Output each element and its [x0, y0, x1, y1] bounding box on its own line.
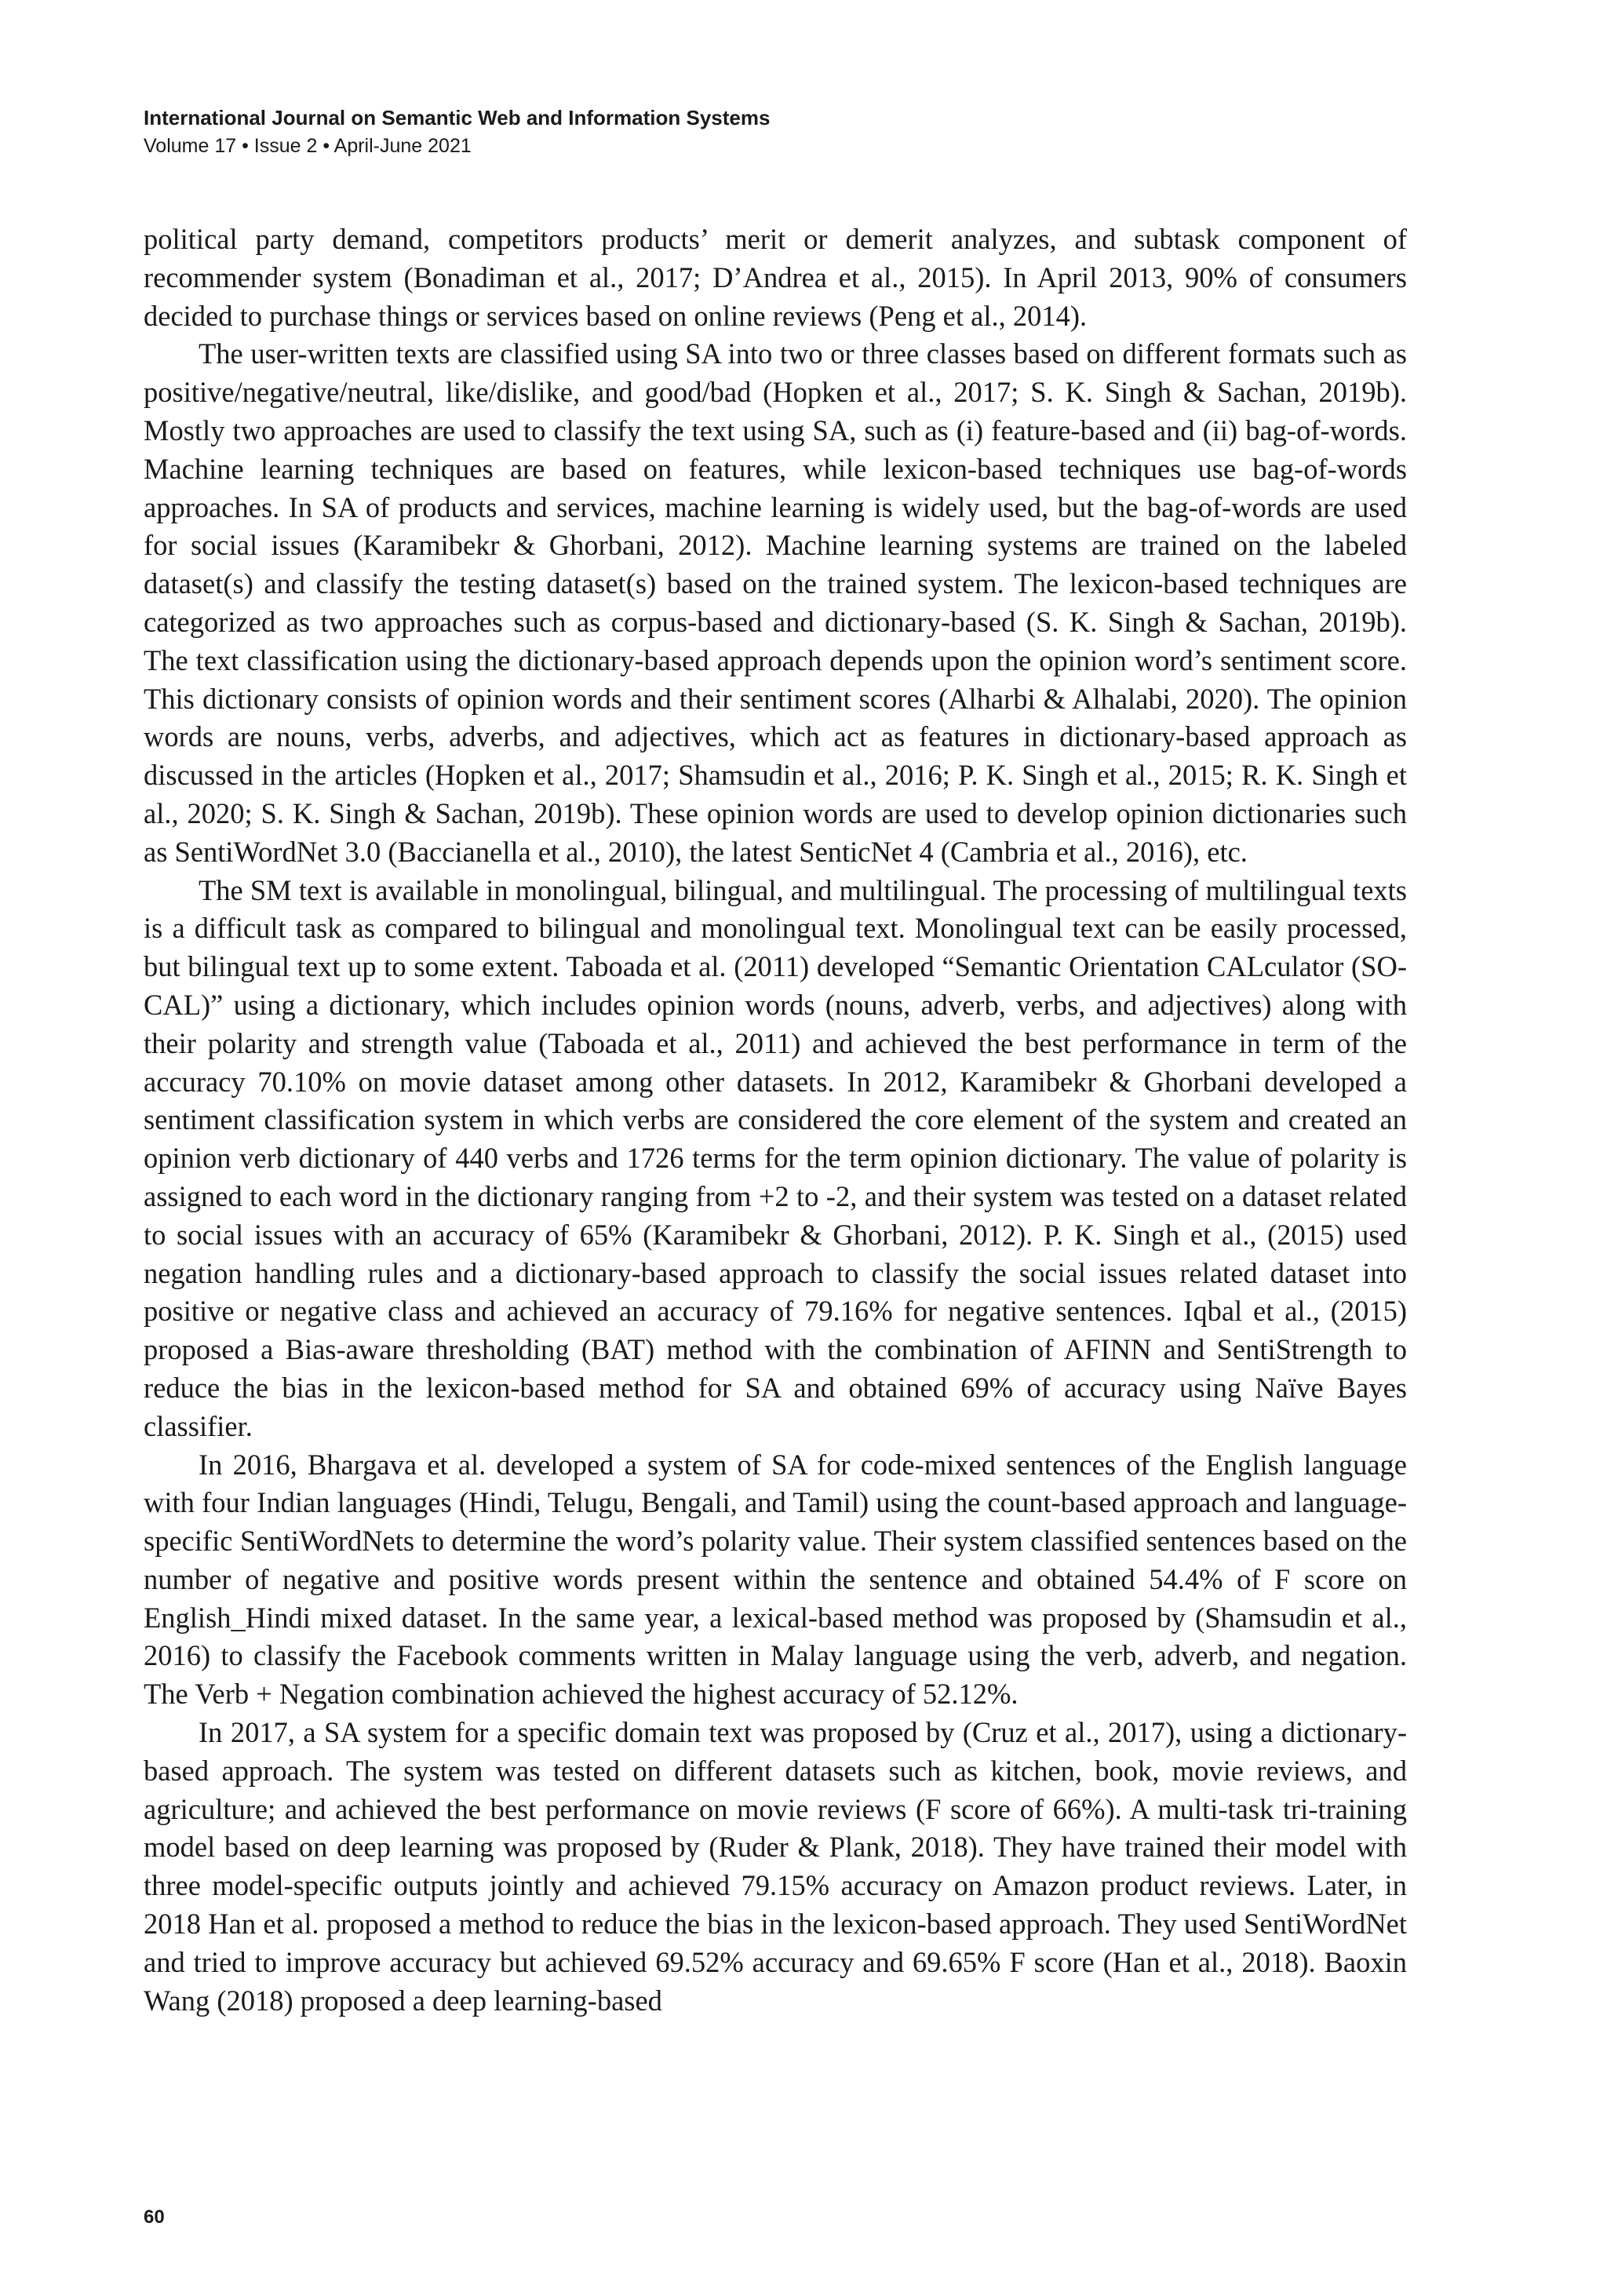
journal-title: International Journal on Semantic Web and Information Systems	[144, 106, 771, 129]
paragraph-3: The SM text is available in monolingual, bilingual, and multilingual. The processing of multilingual texts is a difficult task as compared to bilingual and monolingual text. Monolingual text can be easily processed, but bilingual text up to some extent. Taboada et al. (2011) developed “Semantic Orientation CALculator (SO-CAL)” using a dictionary, which includes opinion words (nouns, adverb, verbs, and adjectives) along with their polarity and strength value (Taboada et al., 2011) and achieved the best performance in term of the accuracy 70.10% on movie dataset among other datasets. In 2012, Karamibekr & Ghorbani developed a sentiment classification system in which verbs are considered the core element of the system and created an opinion verb dictionary of 440 verbs and 1726 terms for the term opinion dictionary. The value of polarity is assigned to each word in the dictionary ranging from +2 to -2, and their system was tested on a dataset related to social issues with an accuracy of 65% (Karamibekr & Ghorbani, 2012). P. K. Singh et al., (2015) used negation handling rules and a dictionary-based approach to classify the social issues related dataset into positive or negative class and achieved an accuracy of 79.16% for negative sentences. Iqbal et al., (2015) proposed a Bias-aware thresholding (BAT) method with the combination of AFINN and SentiStrength to reduce the bias in the lexicon-based method for SA and obtained 69% of accuracy using Naïve Bayes classifier.	[144, 873, 1407, 1442]
paragraph-5: In 2017, a SA system for a specific domain text was proposed by (Cruz et al., 2017), using a dictionary-based approach. The system was tested on different datasets such as kitchen, book, movie reviews, and agriculture; and achieved the best performance on movie reviews (F score of 66%). A multi-task tri-training model based on deep learning was proposed by (Ruder & Plank, 2018). They have trained their model with three model-specific outputs jointly and achieved 79.15% accuracy on Amazon product reviews. Later, in 2018 Han et al. proposed a method to reduce the bias in the lexicon-based approach. They used SentiWordNet and tried to improve accuracy but achieved 69.52% accuracy and 69.65% F score (Han et al., 2018). Baoxin Wang (2018) proposed a deep learning-based	[144, 1716, 1407, 2017]
paragraph-4: In 2016, Bhargava et al. developed a system of SA for code-mixed sentences of the English language with four Indian languages (Hindi, Telugu, Bengali, and Tamil) using the count-based approach and language-specific SentiWordNets to determine the word’s polarity value. Their system classified sentences based on the number of negative and positive words present within the sentence and obtained 54.4% of F score on English_Hindi mixed dataset. In the same year, a lexical-based method was proposed by (Shamsudin et al., 2016) to classify the Facebook comments written in Malay language using the verb, adverb, and negation. The Verb + Negation combination achieved the highest accuracy of 52.12%.	[144, 1448, 1407, 1711]
running-header	[144, 104, 770, 160]
body-text	[144, 220, 1407, 2020]
journal-issue-line: Volume 17 • Issue 2 • April-June 2021	[144, 135, 472, 157]
paragraph-2: The user-written texts are classified using SA into two or three classes based on different formats such as positive/negative/neutral, like/dislike, and good/bad (Hopken et al., 2017; S. K. Singh & Sachan, 2019b). Mostly two approaches are used to classify the text using SA, such as (i) feature-based and (ii) bag-of-words. Machine learning techniques are based on features, while lexicon-based techniques use bag-of-words approaches. In SA of products and services, machine learning is widely used, but the bag-of-words are used for social issues (Karamibekr & Ghorbani, 2012). Machine learning systems are trained on the labeled dataset(s) and classify the testing dataset(s) based on the trained system. The lexicon-based techniques are categorized as two approaches such as corpus-based and dictionary-based (S. K. Singh & Sachan, 2019b). The text classification using the dictionary-based approach depends upon the opinion word’s sentiment score. This dictionary consists of opinion words and their sentiment scores (Alharbi & Alhalabi, 2020). The opinion words are nouns, verbs, adverbs, and adjectives, which act as features in dictionary-based approach as discussed in the articles (Hopken et al., 2017; Shamsudin et al., 2016; P. K. Singh et al., 2015; R. K. Singh et al., 2020; S. K. Singh & Sachan, 2019b). These opinion words are used to develop opinion dictionaries such as SentiWordNet 3.0 (Baccianella et al., 2010), the latest SenticNet 4 (Cambria et al., 2016), etc.	[144, 337, 1407, 868]
page-number: 60	[144, 2207, 165, 2228]
paragraph-1: political party demand, competitors products’ merit or demerit analyzes, and subtask component of recommender system (Bonadiman et al., 2017; D’Andrea et al., 2015). In April 2013, 90% of consumers decided to purchase things or services based on online reviews (Peng et al., 2014).	[144, 223, 1407, 332]
